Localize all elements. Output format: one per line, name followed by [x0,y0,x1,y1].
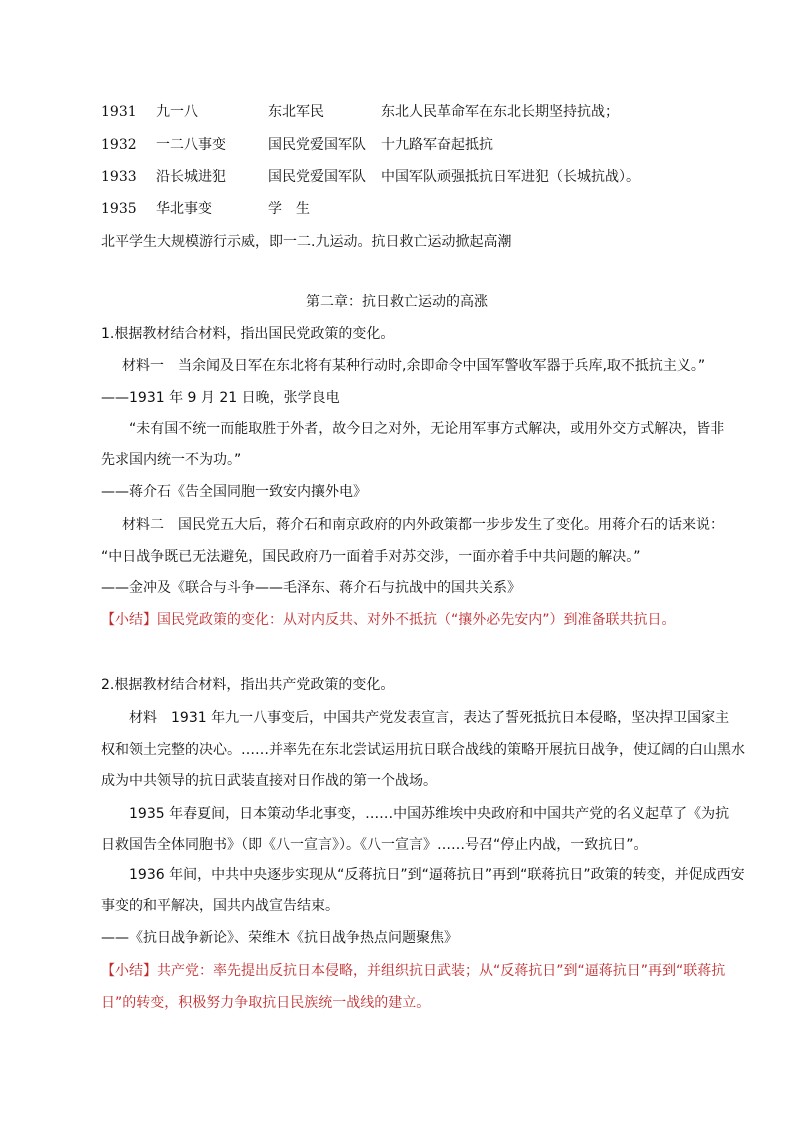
material-paragraph-line: 成为中共领导的抗日武装直接对日作战的第一个战场。 [101,773,437,789]
material-paragraph-line: 1935 年春夏间，日本策动华北事变，……中国苏维埃中央政府和中国共产党的名义起草了《为抗 [129,806,730,822]
timeline-event: 一二八事变 [156,137,226,153]
material-quote-line: 先求国内统一不为功。” [101,452,242,468]
timeline-desc: 十九路军奋起抵抗 [381,137,493,153]
timeline-year: 1935 [101,201,137,217]
material-quote-source: ——蒋介石《告全国同胞一致安内攘外电》 [101,484,367,500]
timeline-year: 1931 [101,104,137,120]
timeline-desc: 中国军队顽强抵抗日军进犯（长城抗战）。 [381,169,640,185]
material-paragraph-line: 日救国告全体同胞书》（即《八一宣言》）。《八一宣言》……号召“停止内战，一致抗日”。 [101,837,648,853]
material-2-source: ——金冲及《联合与斗争——毛泽东、蒋介石与抗战中的国共关系》 [101,580,521,596]
timeline-event: 九一八 [156,104,198,120]
material-paragraph-line: 权和领土完整的决心。……并率先在东北尝试运用抗日联合战线的策略开展抗日战争，使辽阔的白山黑水 [101,742,745,758]
chapter-title: 第二章：抗日救亡运动的高涨 [306,294,488,310]
summary-2: 【小结】共产党：率先提出反抗日本侵略，并组织抗日武装；从“反蒋抗日”到“逼蒋抗日”再到“联蒋抗 [101,963,726,979]
question-2: 2.根据教材结合材料，指出共产党政策的变化。 [101,677,395,693]
timeline-actor: 国民党爱国军队 [268,169,366,185]
material-paragraph-line: 1936 年间，中共中央逐步实现从“反蒋抗日”到“逼蒋抗日”再到“联蒋抗日”政策的转变，并促成西安 [129,867,745,883]
summary-1: 【小结】国民党政策的变化：从对内反共、对外不抵抗（“攘外必先安内”）到准备联共抗日。 [101,612,676,628]
timeline-year: 1933 [101,169,137,185]
timeline-desc: 东北人民革命军在东北长期坚持抗战； [381,104,619,120]
timeline-note: 北平学生大规模游行示威，即一二.九运动。抗日救亡运动掀起高潮 [101,234,512,250]
material-1-text: 材料一 当余闻及日军在东北将有某种行动时,余即命令中国军警收军器于兵库,取不抵抗主义。” [122,358,706,374]
summary-2: 日”的转变，积极努力争取抗日民族统一战线的建立。 [101,995,431,1011]
material-paragraph-line: 材料 1931 年九一八事变后，中国共产党发表宣言，表达了誓死抵抗日本侵略，坚决捍卫国家主 [129,710,730,726]
timeline-event: 华北事变 [156,201,212,217]
material-paragraph-line: 事变的和平解决，国共内战宣告结束。 [101,898,339,914]
material-quote-line: “未有国不统一而能取胜于外者，故今日之对外，无论用军事方式解决，或用外交方式解决，皆非 [129,421,725,437]
timeline-actor: 东北军民 [268,104,324,120]
material-2-text: “中日战争既已无法避免，国民政府乃一面着手对苏交涉，一面亦着手中共问题的解决。” [101,549,641,565]
material-2-text: 材料二 国民党五大后，蒋介石和南京政府的内外政策都一步步发生了变化。用蒋介石的话来说： [122,517,724,533]
material-source: ——《抗日战争新论》、荣维木《抗日战争热点问题聚焦》 [101,930,458,946]
timeline-actor: 学 生 [268,201,310,217]
timeline-actor: 国民党爱国军队 [268,137,366,153]
timeline-year: 1932 [101,137,137,153]
material-1-source: ——1931 年 9 月 21 日晚，张学良电 [101,390,340,406]
timeline-event: 沿长城进犯 [156,169,226,185]
question-1: 1.根据教材结合材料，指出国民党政策的变化。 [101,326,395,342]
